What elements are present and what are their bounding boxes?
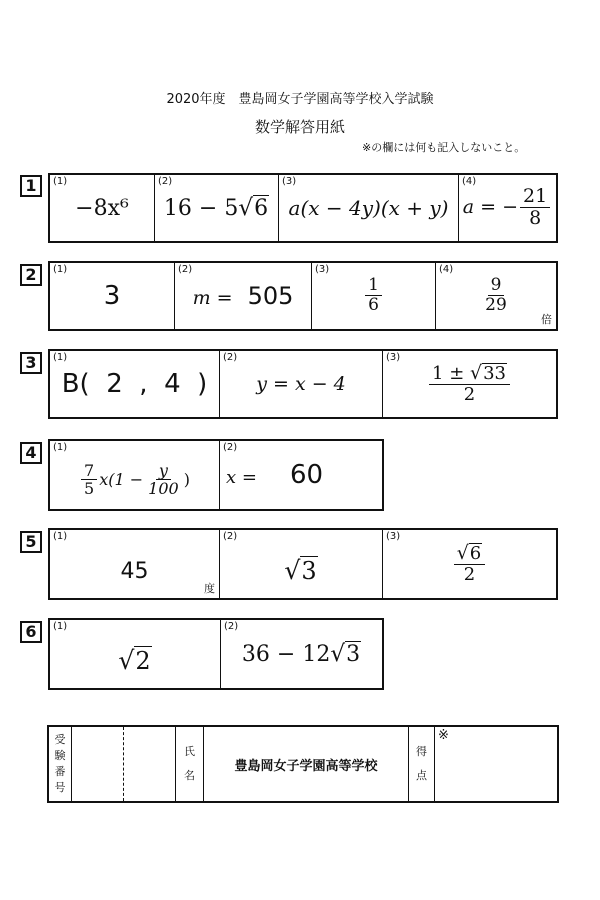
score-label-cell: [409, 727, 435, 801]
q2-answer2: [193, 282, 294, 310]
numerator: 21: [520, 186, 550, 208]
question-number-1: 1: [20, 175, 42, 197]
q2-part2: [175, 263, 312, 329]
exam-number-box-2[interactable]: [124, 727, 176, 801]
part-label: (2): [158, 176, 173, 187]
denominator: 6: [368, 295, 379, 316]
q3-part1: [50, 351, 220, 417]
q5-part1: [50, 530, 220, 598]
exam-number-label: [49, 727, 71, 801]
unit-label: 倍: [541, 313, 552, 326]
label-char: 験: [54, 749, 66, 762]
part-label: (2): [178, 264, 193, 275]
part-label: (3): [386, 531, 401, 542]
q4-part2: [220, 441, 382, 509]
q3-part3: [383, 351, 556, 417]
name-field[interactable]: [204, 727, 409, 801]
q1-part2: [155, 175, 279, 241]
label-char: 点: [416, 769, 427, 782]
q4-answer1: [79, 462, 190, 499]
q4-answer2-prefix: x =: [226, 467, 257, 488]
fraction: [482, 276, 510, 315]
fraction: [429, 363, 510, 405]
denominator: 2: [463, 563, 476, 585]
q2-answer2-value: 505: [247, 282, 294, 310]
numerator: y: [156, 462, 171, 481]
fraction: [520, 186, 550, 230]
part-label: (2): [224, 621, 239, 632]
sqrt-symbol: √ 6: [238, 195, 269, 221]
part-label: (1): [53, 264, 68, 275]
q4-answer1-mid: x(1 −: [99, 469, 144, 489]
name-label: [176, 727, 203, 801]
part-label: (3): [315, 264, 330, 275]
fraction: [454, 543, 486, 585]
fraction: [81, 462, 97, 499]
score-box: [435, 727, 557, 801]
part-label: (2): [223, 442, 238, 453]
reserved-mark: ※: [438, 728, 449, 743]
question-number-4: 4: [20, 442, 42, 464]
question-number-3: 3: [20, 352, 42, 374]
numerator-a: 1 ±: [432, 362, 471, 384]
question-5-row: [48, 528, 558, 600]
q2-part4: [436, 263, 556, 329]
q1-answer3: a(x − 4y)(x + y): [288, 196, 449, 220]
radicand: 2: [135, 646, 151, 675]
question-1-row: [48, 173, 558, 243]
q4-answer2: [226, 460, 323, 490]
q3-part2: [220, 351, 383, 417]
q2-part1: [50, 263, 175, 329]
numerator: 9: [488, 276, 505, 296]
label-char: 号: [54, 781, 66, 794]
numerator: 1: [365, 276, 382, 296]
question-4-row: [48, 439, 384, 511]
q1-answer1: −8x⁶: [75, 195, 129, 221]
sqrt-symbol: √ 33: [470, 361, 506, 384]
q5-answer2: [284, 556, 317, 585]
q6-answer2-a: 36 − 12: [241, 642, 331, 667]
part-label: (1): [53, 442, 68, 453]
label-char: 氏: [184, 745, 195, 758]
sqrt-symbol: √ 3: [284, 555, 317, 585]
unit-label: 度: [204, 582, 215, 595]
label-char: 得: [416, 745, 427, 758]
question-2-row: [48, 261, 558, 331]
q4-part1: [50, 441, 220, 509]
exam-number-box-1[interactable]: [72, 727, 124, 801]
q5-part3: [383, 530, 556, 598]
q3-answer2: y = x − 4: [256, 373, 346, 395]
q2-answer3: [363, 276, 384, 315]
q5-answer1: 45: [120, 558, 149, 584]
exam-number-label-cell: [49, 727, 72, 801]
denominator: 5: [84, 479, 95, 499]
q5-part2: [220, 530, 383, 598]
denominator: 8: [529, 207, 542, 230]
numerator: [429, 363, 510, 385]
part-label: (1): [53, 176, 68, 187]
name-label-cell: [176, 727, 204, 801]
denominator: 29: [485, 295, 507, 316]
sqrt-symbol: √ 3: [330, 641, 361, 667]
radicand: 6: [254, 196, 269, 221]
q1-answer4: [463, 186, 552, 230]
q6-part2: [221, 620, 382, 688]
question-number-5: 5: [20, 531, 42, 553]
q4-answer2-value: 60: [289, 460, 324, 490]
q2-answer4: [480, 276, 512, 315]
part-label: (2): [223, 352, 238, 363]
q1-part1: [50, 175, 155, 241]
label-char: 番: [54, 765, 66, 778]
fraction: [145, 462, 182, 499]
question-6-row: [48, 618, 384, 690]
student-info-table: [47, 725, 559, 803]
score-label: [409, 727, 434, 801]
radicand: 3: [346, 642, 361, 667]
q2-answer1: 3: [103, 281, 121, 311]
radicand: 6: [469, 542, 482, 564]
q3-answer3: [427, 363, 512, 405]
q2-answer2-prefix: m =: [192, 287, 233, 309]
radicand: 33: [483, 362, 506, 384]
label-char: 受: [54, 733, 66, 746]
numerator: 7: [81, 462, 97, 481]
q1-answer2-a: 16 − 5: [163, 196, 239, 221]
q6-part1: [50, 620, 221, 688]
exam-title: 2020年度 豊島岡女子学園高等学校入学試験: [166, 92, 434, 107]
question-number-6: 6: [20, 621, 42, 643]
q3-answer1: B( 2 , 4 ): [61, 369, 208, 399]
question-3-row: [48, 349, 558, 419]
q2-part3: [312, 263, 436, 329]
q1-part3: [279, 175, 459, 241]
label-char: 名: [184, 769, 195, 782]
note-text: ※の欄には何も記入しないこと。: [362, 141, 526, 154]
q6-answer1: [118, 646, 151, 675]
part-label: (1): [53, 352, 68, 363]
denominator: 2: [463, 383, 476, 405]
question-number-2: 2: [20, 264, 42, 286]
part-label: (3): [386, 352, 401, 363]
q1-part4: [459, 175, 556, 241]
denominator: 100: [148, 479, 179, 499]
part-label: (4): [462, 176, 477, 187]
part-label: (1): [53, 621, 68, 632]
sqrt-symbol: √ 6: [456, 541, 482, 564]
fraction: [365, 276, 382, 315]
part-label: (3): [282, 176, 297, 187]
part-label: (4): [439, 264, 454, 275]
sqrt-symbol: √ 2: [118, 645, 151, 675]
q4-answer1-end: ): [183, 469, 190, 489]
q6-answer2: [242, 641, 361, 667]
part-label: (1): [53, 531, 68, 542]
q1-answer4-prefix: a = −: [462, 195, 519, 218]
numerator: [454, 543, 486, 565]
q1-answer2: [164, 195, 269, 221]
school-name: 豊島岡女子学園高等学校: [234, 758, 378, 774]
radicand: 3: [301, 556, 317, 585]
sheet-title: 数学解答用紙: [254, 118, 345, 136]
part-label: (2): [223, 531, 238, 542]
q5-answer3: [452, 543, 488, 585]
